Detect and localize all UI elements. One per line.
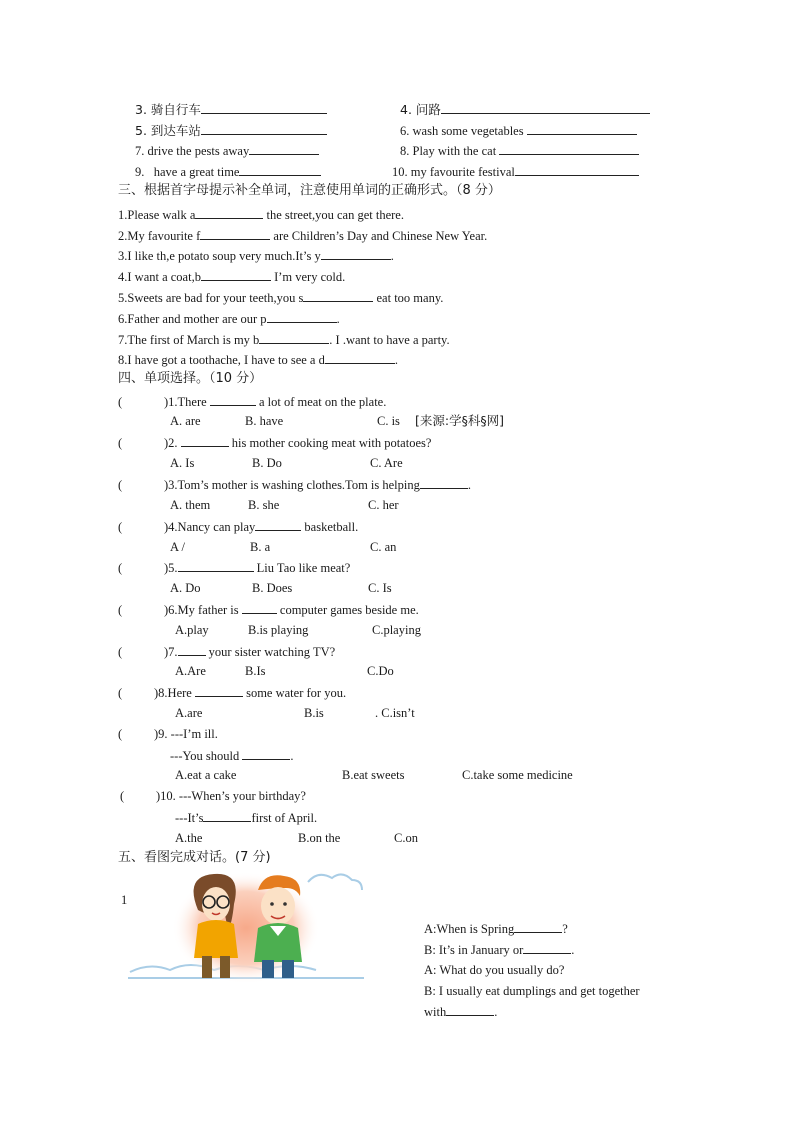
answer-blank[interactable] bbox=[249, 142, 319, 155]
option-a[interactable]: A.play bbox=[175, 623, 209, 637]
section-5-title: 五、看图完成对话。(7 分) bbox=[118, 850, 271, 865]
answer-blank[interactable] bbox=[420, 476, 468, 489]
option-a[interactable]: A. Is bbox=[170, 456, 195, 470]
answer-paren[interactable]: ( bbox=[118, 436, 123, 450]
question-9: ( )9. ---I’m ill. bbox=[118, 727, 218, 741]
option-b[interactable]: B. a bbox=[250, 540, 271, 554]
answer-blank[interactable] bbox=[441, 101, 650, 114]
answer-blank[interactable] bbox=[515, 163, 639, 176]
answer-blank[interactable] bbox=[267, 310, 337, 323]
fill-item-6: 6.Father and mother are our p . bbox=[118, 312, 340, 326]
option-c[interactable]: C.on bbox=[394, 831, 418, 845]
answer-paren[interactable]: ( bbox=[120, 789, 125, 803]
phrase-10: 10. my favourite festival bbox=[392, 163, 639, 180]
answer-blank[interactable] bbox=[514, 920, 562, 933]
option-a[interactable]: A.Are bbox=[175, 664, 206, 678]
phrase-7: 7. drive the pests away bbox=[135, 142, 319, 159]
fill-item-2: 2.My favourite f are Children’s Day and Chinese New Year. bbox=[118, 229, 488, 243]
option-b[interactable]: B. she bbox=[248, 498, 280, 512]
fill-item-5: 5.Sweets are bad for your teeth,you s eat too many. bbox=[118, 291, 444, 305]
dialogue-line-5: with . bbox=[424, 1005, 498, 1019]
answer-blank[interactable] bbox=[446, 1003, 494, 1016]
fill-item-3: 3.I like th,e potato soup very much.It’s y . bbox=[118, 249, 394, 263]
option-c[interactable]: C.take some medicine bbox=[462, 768, 573, 782]
option-b[interactable]: B. have bbox=[245, 414, 284, 428]
option-c[interactable]: C.playing bbox=[372, 623, 421, 637]
answer-paren[interactable]: ( bbox=[118, 395, 123, 409]
option-b[interactable]: B. Does bbox=[252, 581, 293, 595]
answer-blank[interactable] bbox=[178, 643, 206, 656]
question-8: ( )8.Here some water for you. bbox=[118, 686, 347, 700]
answer-blank[interactable] bbox=[181, 434, 229, 447]
answer-blank[interactable] bbox=[201, 101, 327, 114]
option-b[interactable]: B.on the bbox=[298, 831, 341, 845]
answer-blank[interactable] bbox=[201, 122, 327, 135]
option-a[interactable]: A. Do bbox=[170, 581, 201, 595]
dialogue-line-3: A: What do you usually do? bbox=[424, 963, 565, 977]
question-10: ( )10. ---When’s your birthday? bbox=[120, 789, 306, 803]
two-kids-illustration bbox=[128, 868, 364, 984]
phrase-9: 9. have a great time bbox=[135, 163, 321, 180]
answer-blank[interactable] bbox=[242, 747, 290, 760]
option-b[interactable]: B.is playing bbox=[248, 623, 309, 637]
picture-number: 1 bbox=[121, 893, 128, 907]
option-b[interactable]: B.is bbox=[304, 706, 324, 720]
answer-blank[interactable] bbox=[499, 142, 639, 155]
answer-blank[interactable] bbox=[200, 227, 270, 240]
answer-blank[interactable] bbox=[527, 122, 637, 135]
question-10-reply: ---It’s first of April. bbox=[175, 811, 318, 825]
answer-blank[interactable] bbox=[239, 163, 321, 176]
answer-paren[interactable]: ( bbox=[118, 520, 123, 534]
phrase-5: 5. 到达车站 bbox=[135, 122, 327, 139]
dialogue-line-4: B: I usually eat dumplings and get together bbox=[424, 984, 640, 998]
option-b[interactable]: B.eat sweets bbox=[342, 768, 405, 782]
section-4-title: 四、单项选择。（10 分） bbox=[118, 371, 263, 386]
answer-blank[interactable] bbox=[195, 684, 243, 697]
answer-paren[interactable]: ( bbox=[118, 478, 123, 492]
dialogue-line-2: B: It’s in January or . bbox=[424, 943, 575, 957]
question-7: ( )7. your sister watching TV? bbox=[118, 645, 336, 659]
answer-blank[interactable] bbox=[523, 941, 571, 954]
option-b[interactable]: B.Is bbox=[245, 664, 266, 678]
option-c[interactable]: . C.isn’t bbox=[375, 706, 415, 720]
option-a[interactable]: A. them bbox=[170, 498, 211, 512]
answer-blank[interactable] bbox=[321, 247, 391, 260]
option-a[interactable]: A.are bbox=[175, 706, 203, 720]
answer-blank[interactable] bbox=[242, 601, 277, 614]
question-3: ( )3.Tom’s mother is washing clothes.Tom is helping . bbox=[118, 478, 471, 492]
phrase-8: 8. Play with the cat bbox=[400, 142, 639, 159]
option-c[interactable]: C. Is bbox=[368, 581, 392, 595]
option-c[interactable]: C. her bbox=[368, 498, 399, 512]
question-4: ( )4.Nancy can play basketball. bbox=[118, 520, 359, 534]
dialogue-line-1: A:When is Spring ? bbox=[424, 922, 568, 936]
section-3-title: 三、根据首字母提示补全单词，注意使用单词的正确形式。（8 分） bbox=[118, 183, 501, 198]
option-b[interactable]: B. Do bbox=[252, 456, 282, 470]
phrase-6: 6. wash some vegetables bbox=[400, 122, 637, 139]
question-9-reply: ---You should . bbox=[170, 749, 294, 763]
answer-blank[interactable] bbox=[201, 268, 271, 281]
source-watermark: [来源:学§科§网] bbox=[415, 413, 504, 428]
answer-paren[interactable]: ( bbox=[118, 645, 123, 659]
question-5: ( )5. Liu Tao like meat? bbox=[118, 561, 351, 575]
answer-blank[interactable] bbox=[255, 518, 301, 531]
fill-item-7: 7.The first of March is my b . I .want to have a party. bbox=[118, 333, 450, 347]
answer-blank[interactable] bbox=[210, 393, 256, 406]
question-2: ( )2. his mother cooking meat with potatoes? bbox=[118, 436, 432, 450]
option-c[interactable]: C. Are bbox=[370, 456, 403, 470]
question-6: ( )6.My father is computer games beside me. bbox=[118, 603, 419, 617]
option-c[interactable]: C.Do bbox=[367, 664, 394, 678]
phrase-3: 3. 骑自行车 bbox=[135, 101, 327, 118]
option-a[interactable]: A.eat a cake bbox=[175, 768, 237, 782]
fill-item-8: 8.I have got a toothache, I have to see a d . bbox=[118, 353, 398, 367]
question-1: ( )1.There a lot of meat on the plate. bbox=[118, 395, 387, 409]
answer-paren[interactable]: ( bbox=[118, 603, 123, 617]
fill-item-1: 1.Please walk a the street,you can get there. bbox=[118, 208, 404, 222]
answer-paren[interactable]: ( bbox=[118, 561, 123, 575]
option-a[interactable]: A / bbox=[170, 540, 185, 554]
option-c[interactable]: C. an bbox=[370, 540, 397, 554]
answer-blank[interactable] bbox=[178, 559, 254, 572]
option-c[interactable]: C. is bbox=[377, 414, 400, 428]
option-a[interactable]: A. are bbox=[170, 414, 201, 428]
answer-paren[interactable]: ( bbox=[118, 686, 123, 700]
fill-item-4: 4.I want a coat,b I’m very cold. bbox=[118, 270, 346, 284]
option-a[interactable]: A.the bbox=[175, 831, 203, 845]
answer-blank[interactable] bbox=[259, 331, 329, 344]
answer-paren[interactable]: ( bbox=[118, 727, 123, 741]
answer-blank[interactable] bbox=[195, 206, 263, 219]
phrase-4: 4. 问路 bbox=[400, 101, 650, 118]
answer-blank[interactable] bbox=[303, 289, 373, 302]
answer-blank[interactable] bbox=[203, 809, 251, 822]
answer-blank[interactable] bbox=[325, 351, 395, 364]
